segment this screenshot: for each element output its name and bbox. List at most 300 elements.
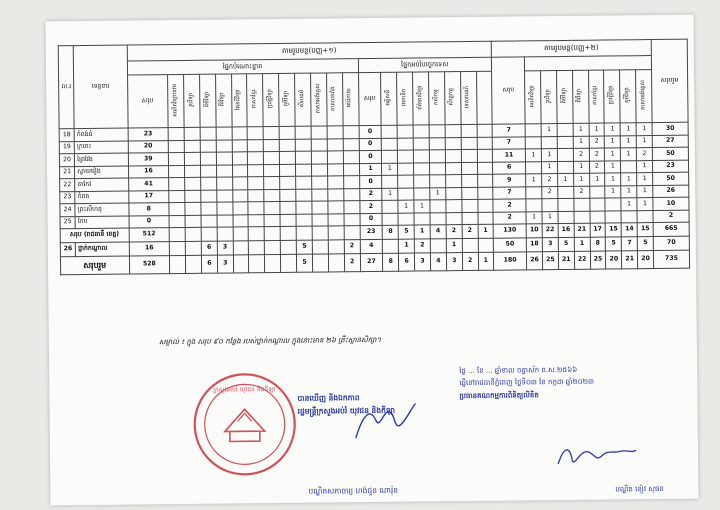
right-signer-name: បណ្ឌិត ខៀវ សុផន — [615, 484, 664, 494]
value-cell: 1 — [557, 173, 573, 186]
value-cell — [249, 241, 265, 255]
total1b-cell: 0 — [360, 213, 383, 226]
value-cell — [557, 123, 573, 136]
value-cell — [382, 175, 398, 188]
value-cell — [462, 199, 478, 212]
value-cell: 10 — [526, 224, 542, 238]
subject-header — [279, 73, 295, 126]
value-cell: 1 — [605, 160, 621, 173]
value-cell: 6 — [399, 253, 415, 271]
value-cell: 22 — [542, 224, 558, 238]
row-place: កែប — [75, 216, 128, 229]
total1b-cell: 0 — [359, 150, 382, 163]
value-cell — [311, 138, 327, 151]
value-cell — [526, 199, 542, 212]
left-signer-name: បណ្ឌិតសភាចារ្យ ហង់ជួន ណារ៉ុន — [308, 485, 399, 496]
value-cell: 5 — [637, 237, 653, 251]
value-cell — [574, 211, 590, 224]
value-cell — [295, 151, 311, 164]
value-cell — [429, 162, 445, 175]
value-cell: 1 — [430, 187, 446, 200]
value-cell — [413, 125, 429, 138]
value-cell — [526, 161, 542, 174]
value-cell — [343, 188, 359, 201]
value-cell: 1 — [621, 185, 637, 198]
value-cell — [200, 140, 216, 153]
value-cell — [343, 176, 359, 189]
official-stamp — [189, 369, 300, 480]
value-cell — [169, 165, 185, 178]
value-cell — [265, 254, 281, 272]
group2-header: តាមរូបមន្ត(បញ្ញ+២) — [491, 40, 651, 58]
value-cell — [381, 125, 397, 138]
value-cell: 1 — [573, 136, 589, 149]
value-cell — [344, 213, 360, 226]
value-cell — [200, 165, 216, 178]
value-cell — [430, 200, 446, 213]
value-cell — [185, 177, 201, 190]
value-cell: 1 — [398, 200, 414, 213]
grand-cell: 665 — [653, 222, 689, 236]
total1b-cell: 27 — [360, 253, 383, 271]
value-cell — [248, 214, 264, 227]
value-cell: 3 — [217, 241, 233, 255]
value-cell — [280, 164, 296, 177]
value-cell: 1 — [605, 123, 621, 136]
subject-label: អគ្គិសនី — [385, 89, 392, 106]
value-cell — [264, 226, 280, 240]
value-cell: 1 — [621, 198, 637, 211]
value-cell — [327, 176, 343, 189]
value-cell — [383, 239, 399, 253]
subject-label: ភាសាខ្មែរ — [592, 85, 599, 106]
subject-header — [460, 71, 476, 124]
value-cell — [446, 212, 462, 225]
value-cell — [232, 152, 248, 165]
subject-label: ភាសាបារាំង — [330, 86, 337, 111]
value-cell — [445, 150, 461, 163]
total1b-cell: 0 — [359, 138, 382, 151]
value-cell — [343, 126, 359, 139]
value-cell — [589, 186, 605, 199]
value-cell — [430, 239, 446, 253]
subject-header — [231, 74, 247, 127]
value-cell: 1 — [589, 123, 605, 136]
value-cell — [201, 202, 217, 215]
value-cell — [327, 163, 343, 176]
value-cell — [201, 227, 217, 241]
value-cell: 1 — [636, 135, 652, 148]
value-cell — [429, 150, 445, 163]
row-number: 23 — [60, 191, 75, 204]
value-cell: 2 — [462, 224, 478, 238]
value-cell: 1 — [478, 252, 494, 270]
value-cell — [311, 163, 327, 176]
value-cell — [265, 240, 281, 254]
value-cell: 8 — [382, 225, 398, 239]
value-cell — [461, 149, 477, 162]
value-cell: 1 — [382, 163, 398, 176]
value-cell: 2 — [344, 254, 360, 272]
subject-label: ប្រវត្តិវិទ្យា — [267, 89, 274, 109]
value-cell — [430, 212, 446, 225]
value-cell — [280, 214, 296, 227]
value-cell — [557, 161, 573, 174]
value-cell: 21 — [574, 223, 590, 237]
group1-header: តាមរូបមន្ត(បញ្ញ+១) — [127, 41, 492, 61]
total1a-cell: 17 — [128, 190, 169, 203]
value-cell — [280, 240, 296, 254]
value-cell: 1 — [637, 173, 653, 186]
value-cell — [312, 226, 328, 240]
value-cell: 1 — [605, 173, 621, 186]
value-cell — [414, 162, 430, 175]
subject-label: គីមីវិទ្យា — [203, 91, 210, 108]
value-cell — [445, 125, 461, 138]
subject-header — [428, 72, 444, 125]
value-cell — [296, 176, 312, 189]
value-cell — [574, 198, 590, 211]
total1b-cell: 2 — [359, 188, 382, 201]
value-cell — [558, 186, 574, 199]
value-cell: 21 — [558, 251, 574, 269]
subject-label: រូបវិទ្យា — [544, 89, 552, 103]
row-number: 20 — [59, 154, 74, 167]
value-cell: 2 — [542, 174, 558, 187]
value-cell: 1 — [382, 188, 398, 201]
value-cell — [248, 177, 264, 190]
value-cell: 2 — [573, 148, 589, 161]
value-cell — [170, 255, 186, 273]
value-cell — [280, 176, 296, 189]
value-cell — [233, 255, 249, 273]
value-cell — [201, 177, 217, 190]
value-cell: 1 — [525, 149, 541, 162]
subject-label: ជីវវិទ្យា — [219, 92, 226, 107]
total1a-cell: 20 — [128, 140, 169, 153]
value-cell: 18 — [526, 238, 542, 252]
row-place: កំពត — [75, 191, 128, 204]
value-cell — [200, 152, 216, 165]
total1b-cell: 2 — [359, 200, 382, 213]
value-cell — [295, 126, 311, 139]
value-cell — [398, 188, 414, 201]
value-cell — [343, 163, 359, 176]
value-cell: 1 — [399, 239, 415, 253]
value-cell — [637, 210, 653, 223]
value-cell — [590, 211, 606, 224]
subject-label: ជីវវិទ្យា — [576, 88, 583, 103]
value-cell — [232, 177, 248, 190]
value-cell: 6 — [201, 255, 217, 273]
total2-cell: 180 — [494, 252, 527, 270]
value-cell: 26 — [527, 252, 543, 270]
value-cell: 1 — [605, 185, 621, 198]
value-cell — [461, 187, 477, 200]
total2-cell: 2 — [493, 199, 526, 212]
subject-header — [397, 72, 413, 125]
subject-header — [184, 74, 200, 127]
value-cell: 1 — [637, 160, 653, 173]
value-cell: 15 — [606, 223, 622, 237]
value-cell — [232, 164, 248, 177]
value-cell: 1 — [573, 123, 589, 136]
value-cell: 1 — [574, 237, 590, 251]
value-cell — [217, 214, 233, 227]
total1a-header: សរុប — [127, 75, 168, 128]
row-place: ក្រចេះ — [74, 141, 127, 154]
value-cell — [430, 175, 446, 188]
value-cell — [217, 227, 233, 241]
value-cell — [185, 215, 201, 228]
value-cell: 14 — [621, 223, 637, 237]
value-cell: 2 — [462, 252, 478, 270]
subject-label: មេកានិច — [401, 88, 408, 107]
value-cell — [398, 213, 414, 226]
value-cell: 2 — [589, 161, 605, 174]
total1a-cell: 16 — [129, 242, 170, 256]
subject-label: ភាសាខ្មែរ — [251, 89, 258, 109]
value-cell — [446, 187, 462, 200]
value-cell — [168, 127, 184, 140]
total1a-cell: 16 — [128, 165, 169, 178]
value-cell: 1 — [621, 173, 637, 186]
value-cell — [184, 127, 200, 140]
value-cell — [184, 140, 200, 153]
total1a-cell: 512 — [129, 228, 170, 242]
value-cell: 3 — [415, 253, 431, 271]
row-number: 26 — [60, 243, 75, 257]
value-cell — [233, 241, 249, 255]
value-cell: 15 — [637, 223, 653, 237]
value-cell: 2 — [542, 186, 558, 199]
value-cell — [541, 136, 557, 149]
footnote: សម្គាល់ ៖ ក្នុង សរុប ៩០ កន្លែង របស់ថ្នាក់កណ្តាល ក្នុងនោះមាន ២៦ គ្រឹះស្ថានសិក្សា។ — [158, 335, 382, 347]
value-cell — [397, 138, 413, 151]
value-cell — [477, 174, 493, 187]
value-cell: 1 — [526, 211, 542, 224]
value-cell — [248, 164, 264, 177]
value-cell: 2 — [589, 148, 605, 161]
value-cell: 5 — [296, 254, 312, 272]
value-cell — [185, 241, 201, 255]
value-cell — [557, 136, 573, 149]
total1a-cell: 39 — [128, 153, 169, 166]
value-cell — [217, 189, 233, 202]
value-cell: 1 — [620, 135, 636, 148]
minister-title: រដ្ឋមន្ត្រីក្រសួងអប់រំ យុវជន និងកីឡា — [297, 405, 396, 416]
total2-cell: 50 — [493, 238, 526, 252]
subject-header — [295, 73, 311, 126]
value-cell: 17 — [590, 223, 606, 237]
subject-label: ភូមិវិទ្យា — [283, 90, 290, 107]
value-cell: 1 — [526, 174, 542, 187]
value-cell — [248, 127, 264, 140]
value-cell — [429, 137, 445, 150]
value-cell — [264, 176, 280, 189]
grand-cell: 2 — [653, 210, 689, 223]
value-cell — [169, 190, 185, 203]
value-cell: 3 — [542, 238, 558, 252]
value-cell — [201, 215, 217, 228]
value-cell — [382, 138, 398, 151]
value-cell — [343, 138, 359, 151]
value-cell — [248, 202, 264, 215]
value-cell — [216, 152, 232, 165]
subject-label: កសិកម្ម — [432, 89, 439, 106]
value-cell: 2 — [636, 148, 652, 161]
row-place: កំពង់ធំ — [74, 128, 127, 141]
value-cell — [461, 137, 477, 150]
value-cell — [525, 124, 541, 137]
value-cell — [478, 212, 494, 225]
value-cell: 1 — [541, 124, 557, 137]
summary-label: សរុបរួម — [60, 256, 129, 275]
value-cell: 1 — [637, 185, 653, 198]
subject-label: អប់រំកាយ — [346, 88, 353, 108]
subject-header — [199, 74, 215, 127]
value-cell — [558, 198, 574, 211]
sub1b-header: ផ្នែកអប់រំបច្ចេកទេស — [358, 57, 492, 72]
date-line-solar: ធ្វើនៅរាជធានីភ្នំពេញ ថ្ងៃទី០៣ ខែ កក្កដា ឆ្នាំ២០២៣ — [459, 377, 595, 388]
value-cell — [216, 139, 232, 152]
value-cell — [201, 190, 217, 203]
value-cell — [327, 151, 343, 164]
subject-header — [381, 72, 397, 125]
value-cell: 5 — [296, 240, 312, 254]
value-cell — [281, 254, 297, 272]
total1a-cell: 8 — [128, 203, 169, 216]
value-cell — [311, 126, 327, 139]
value-cell: 2 — [573, 186, 589, 199]
total2-cell: 7 — [492, 124, 525, 137]
value-cell — [169, 177, 185, 190]
value-cell — [328, 201, 344, 214]
value-cell — [445, 137, 461, 150]
total1a-cell: 528 — [129, 256, 170, 274]
subject-header — [572, 70, 588, 123]
value-cell: 21 — [622, 251, 638, 269]
value-cell — [280, 201, 296, 214]
value-cell — [184, 152, 200, 165]
value-cell — [398, 175, 414, 188]
value-cell — [280, 151, 296, 164]
value-cell: 2 — [446, 225, 462, 239]
value-cell: 1 — [414, 200, 430, 213]
value-cell: 3 — [446, 253, 462, 271]
total1b-cell: 0 — [359, 125, 382, 138]
value-cell: 25 — [542, 252, 558, 270]
value-cell — [312, 213, 328, 226]
value-cell — [296, 164, 312, 177]
value-cell: 2 — [589, 136, 605, 149]
value-cell — [248, 152, 264, 165]
subject-header — [541, 71, 557, 124]
value-cell — [344, 226, 360, 240]
value-cell — [264, 189, 280, 202]
value-cell — [185, 190, 201, 203]
sub1a-header: ផ្នែកបំណោះខ្នាត — [127, 59, 358, 75]
value-cell: 1 — [541, 149, 557, 162]
subject-label: ផែនដីវិទ្យា — [235, 88, 242, 110]
subject-header — [556, 70, 572, 123]
subject-label: ព័ត៌មានវិទ្យា — [416, 85, 424, 110]
subject-header — [342, 73, 358, 126]
subject-header — [247, 74, 263, 127]
value-cell — [296, 201, 312, 214]
value-cell: 1 — [621, 148, 637, 161]
subject-header — [525, 71, 541, 124]
row-number: 21 — [60, 166, 75, 179]
value-cell: 1 — [636, 123, 652, 136]
value-cell — [542, 199, 558, 212]
value-cell — [169, 202, 185, 215]
value-cell — [429, 125, 445, 138]
total1b-cell: 1 — [359, 163, 382, 176]
subject-header — [413, 72, 429, 125]
subject-header — [168, 74, 184, 127]
value-cell — [461, 162, 477, 175]
value-cell — [263, 126, 279, 139]
col-grand-header: សរុបរួម — [651, 39, 688, 122]
value-cell: 20 — [638, 251, 654, 269]
value-cell — [445, 162, 461, 175]
value-cell — [232, 139, 248, 152]
value-cell — [233, 202, 249, 215]
total2-cell: 7 — [492, 136, 525, 149]
row-number: 25 — [60, 216, 75, 229]
value-cell — [477, 137, 493, 150]
value-cell — [414, 175, 430, 188]
grand-cell: 30 — [652, 122, 688, 135]
total2-cell: 9 — [493, 174, 526, 187]
col-number-header: ល.រ — [58, 46, 74, 129]
stamp-text: ក្រសួងអប់រំ យុវជន និងកីឡា — [213, 386, 276, 394]
value-cell — [446, 200, 462, 213]
total2-cell: 130 — [493, 224, 526, 238]
row-number: 19 — [59, 141, 74, 154]
value-cell — [185, 165, 201, 178]
total2-header: សរុប — [491, 57, 525, 124]
row-place: តាកែវ — [75, 178, 128, 191]
subject-label: សិប្បកម្ម — [448, 88, 455, 106]
value-cell — [248, 139, 264, 152]
value-cell — [169, 152, 185, 165]
value-cell — [525, 136, 541, 149]
value-cell — [264, 201, 280, 214]
value-cell: 1 — [541, 161, 557, 174]
value-cell — [280, 189, 296, 202]
value-cell — [295, 139, 311, 152]
value-cell — [216, 164, 232, 177]
value-cell — [233, 214, 249, 227]
grand-cell: 50 — [652, 147, 688, 160]
subject-header — [444, 72, 460, 125]
value-cell — [589, 198, 605, 211]
subject-header — [310, 73, 326, 126]
row-place: ព្រៃវែង — [75, 153, 128, 166]
subject-label: សីលធម៌ — [298, 89, 306, 108]
value-cell — [477, 199, 493, 212]
summary-label: សរុប (រាជធានី ខេត្ត) — [60, 228, 129, 243]
value-cell — [185, 227, 201, 241]
value-cell: 20 — [606, 251, 622, 269]
value-cell — [478, 238, 494, 252]
value-cell: 16 — [558, 223, 574, 237]
value-cell: 1 — [542, 211, 558, 224]
value-cell: 1 — [637, 198, 653, 211]
subject-header — [263, 73, 279, 126]
